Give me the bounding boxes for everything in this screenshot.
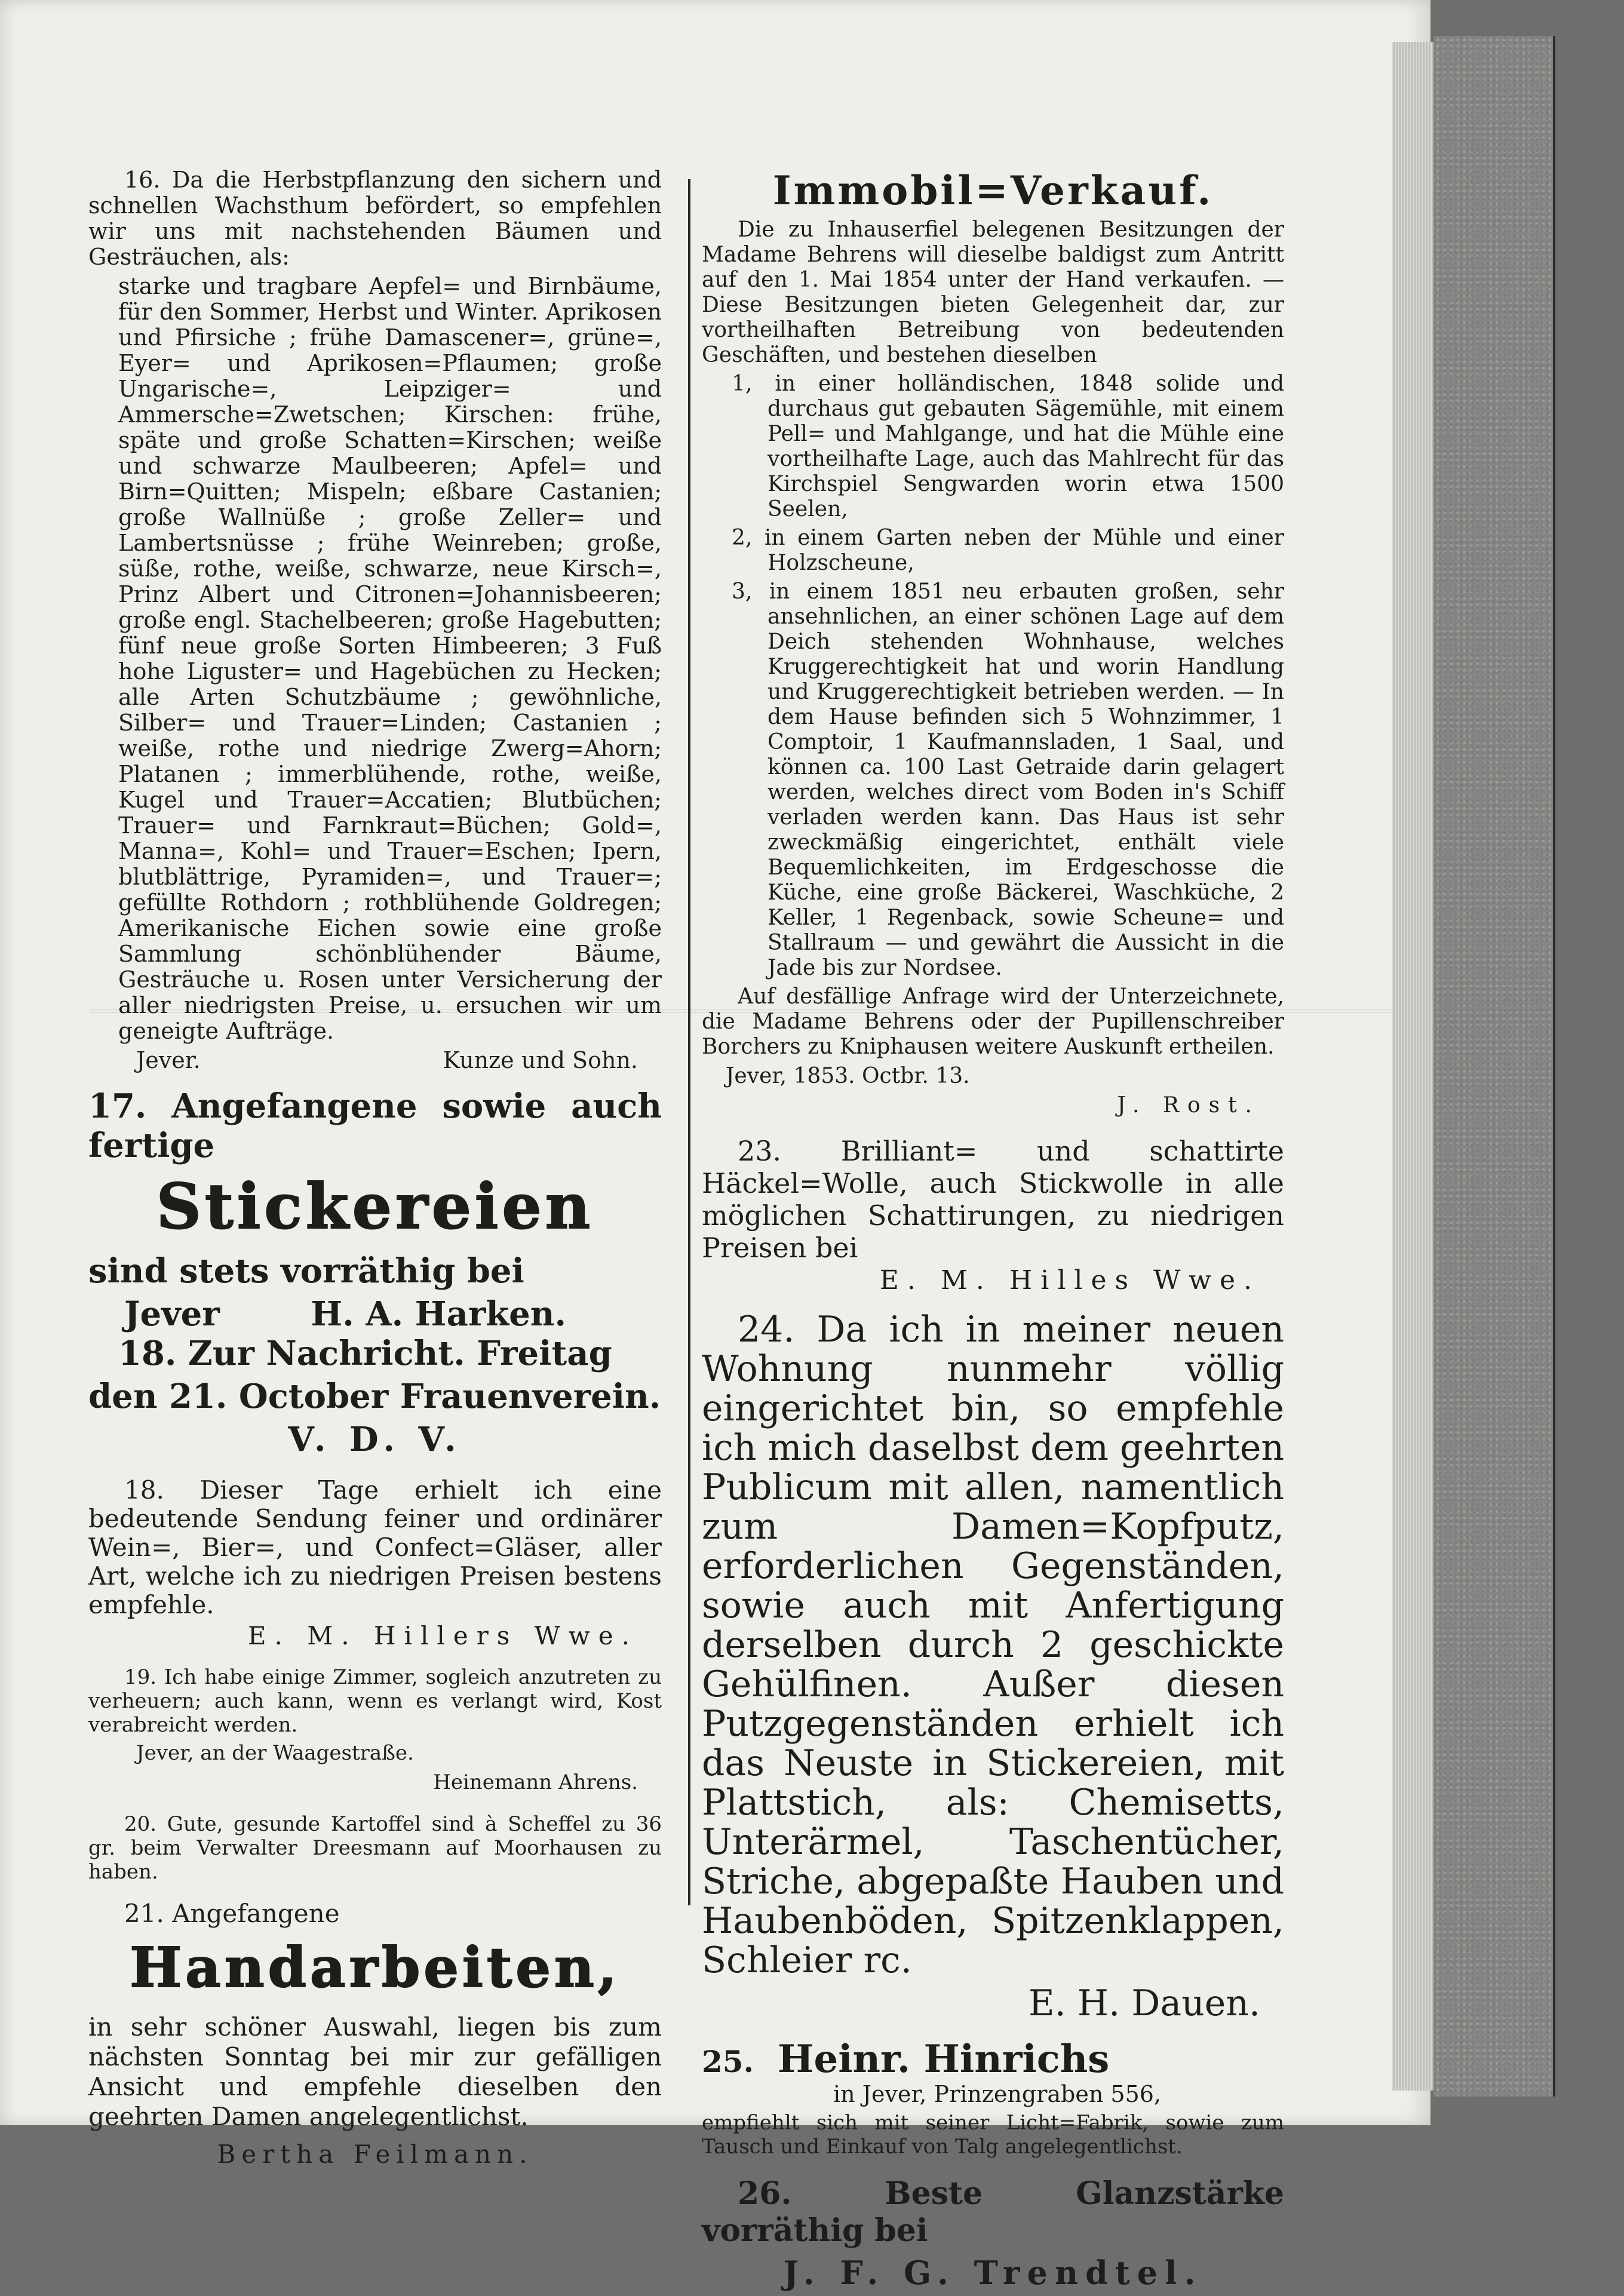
ad-22-closing: Auf desfällige Anfrage wird der Unterzeichnete, die Madame Behrens oder der Pupillenschreiber Borchers zu Kniphausen weitere Auskunft ertheilen.: [702, 984, 1284, 1059]
ad-22-title: Immobil=Verkauf.: [772, 167, 1214, 214]
ad-25-number: 25.: [702, 2044, 754, 2079]
ad-22-intro: Die zu Inhauserfiel belegenen Besitzungen der Madame Behrens will dieselbe baldigst zum Antritt auf den 1. Mai 1854 unter der Hand verkaufen. — Diese Besitzungen bieten Gelegenheit dar, zur vortheilhaften Betreibung von bedeutenden Geschäften, und bestehen dieselben: [702, 217, 1284, 367]
ad-26-signer: J. F. G. Trendtel.: [783, 2254, 1203, 2292]
ad-16-body: starke und tragbare Aepfel= und Birnbäume, für den Sommer, Herbst und Winter. Aprikosen und Pfirsiche ; frühe Damascener=, grüne=, Eyer= und Aprikosen=Pflaumen; große Ungarische=, Leipziger= und Ammersche=Zwetschen; Kirschen: frühe, späte und große Schatten=Kirschen; weiße und schwarze Maulbeeren; Apfel= und Birn=Quitten; Mispeln; eßbare Castanien; große Wallnüße ; große Zeller= und Lambertsnüsse ; frühe Weinreben; große, süße, rothe, weiße, schwarze, neue Kirsch=, Prinz Albert und Citronen=Johannisbeeren; große engl. Stachelbeeren; große Hagebutten; fünf neue große Sorten Himbeeren; 3 Fuß hohe Liguster= und Hagebüchen zu Hecken; alle Arten Schutzbäume ; gewöhnliche, Silber= und Trauer=Linden; Castanien ; weiße, rothe und niedrige Zwerg=Ahorn; Platanen ; immerblühende, rothe, weiße, Kugel und Trauer=Accatien; Blutbüchen; Trauer= und Farnkraut=Büchen; Gold=, Manna=, Kohl= und Trauer=Eschen; Ipern, blutblättrige, Pyramiden=, und Trauer=; gefüllte Rothdorn ; rothblühende Goldregen; Amerikanische Eichen sowie eine große Sammlung schönblühender Bäume, Gesträuche u. Rosen unter Versicherung der aller niedrigsten Preise, u. ersuchen wir um geneigte Aufträge.: [118, 273, 662, 1044]
ad-25-text: empfiehlt sich mit seiner Licht=Fabrik, sowie zum Tausch und Einkauf von Talg angelegentlichst.: [702, 2111, 1284, 2159]
column-divider: [688, 179, 690, 1905]
ad-16: [88, 167, 662, 1073]
ad-21-signer: Bertha Feilmann.: [217, 2140, 533, 2169]
ad-21-body: in sehr schöner Auswahl, liegen bis zum nächsten Sonntag bei mir zur gefälligen Ansicht und empfehle dieselben den geehrten Damen angelegentlichst.: [88, 2012, 662, 2131]
ad-18-notice: [88, 1334, 662, 1459]
ad-20-text: 20. Gute, gesunde Kartoffel sind à Scheffel zu 36 gr. beim Verwalter Dreesmann auf Moorhausen zu haben.: [88, 1812, 662, 1884]
ad-25-name: Heinr. Hinrichs: [778, 2037, 1110, 2082]
ad-26-text: 26. Beste Glanzstärke vorräthig bei: [702, 2175, 1284, 2249]
ad-21: [88, 1901, 662, 2167]
ad-21-headline: Handarbeiten,: [130, 1935, 621, 2000]
ad-23: [702, 1135, 1284, 1296]
ad-17-place: Jever: [124, 1294, 220, 1334]
ad-16-signer: Kunze und Sohn.: [443, 1047, 638, 1073]
book-cover-edge: [1433, 36, 1555, 2097]
ad-17-lead: 17. Angefangene sowie auch fertige: [88, 1086, 662, 1165]
right-column: [702, 167, 1284, 2296]
ad-19-text: 19. Ich habe einige Zimmer, sogleich anzutreten zu verheuern; auch kann, wenn es verlangt wird, Kost verabreicht werden.: [88, 1665, 662, 1737]
ad-25: [702, 2037, 1284, 2159]
ad-18-notice-line1: 18. Zur Nachricht. Freitag: [118, 1334, 612, 1373]
ad-24: [702, 1310, 1284, 2023]
ad-16-place: Jever.: [136, 1047, 201, 1073]
ad-17: [88, 1086, 662, 1334]
ad-18-glass-signer: E. M. Hillers Wwe.: [247, 1621, 638, 1650]
ad-24-signer: E. H. Dauen.: [1028, 1982, 1260, 2024]
left-column: [88, 167, 662, 2171]
ad-17-signer: H. A. Harken.: [311, 1294, 566, 1334]
ad-18-glass-text: 18. Dieser Tage erhielt ich eine bedeutende Sendung feiner und ordinärer Wein=, Bier=, und Confect=Gläser, aller Art, welche ich zu niedrigen Preisen bestens empfehle.: [88, 1475, 662, 1619]
ad-18-glass: [88, 1476, 662, 1649]
ad-16-lead: 16. Da die Herbstpflanzung den sichern und schnellen Wachsthum befördert, so empfehlen wir uns mit nachstehenden Bäumen und Gesträuchen, als:: [88, 167, 662, 270]
ad-22-item-1: 1, in einer holländischen, 1848 solide und durchaus gut gebauten Sägemühle, mit einem Pell= und Mahlgange, und hat die Mühle eine vortheilhafte Lage, auch das Mahlrecht für das Kirchspiel Sengwarden worin etwa 1500 Seelen,: [732, 372, 1284, 521]
ad-20: [88, 1812, 662, 1884]
ad-21-lead: 21. Angefangene: [124, 1899, 340, 1928]
ad-23-text: 23. Brilliant= und schattirte Häckel=Wolle, auch Stickwolle in alle möglichen Schattirungen, zu niedrigen Preisen bei: [702, 1135, 1284, 1264]
ad-17-tail: sind stets vorräthig bei: [88, 1251, 524, 1291]
ad-22-date: Jever, 1853. Octbr. 13.: [726, 1064, 970, 1088]
ad-25-address: in Jever, Prinzengraben 556,: [833, 2081, 1161, 2107]
ad-19-signer: Heinemann Ahrens.: [433, 1770, 638, 1794]
ad-19-place: Jever, an der Waagestraße.: [136, 1741, 414, 1765]
ad-22-item-2: 2, in einem Garten neben der Mühle und einer Holzscheune,: [732, 526, 1284, 575]
page-edges: [1392, 42, 1435, 2091]
ad-22-real-estate: [702, 167, 1284, 1118]
ad-23-signer: E. M. Hilles Wwe.: [879, 1265, 1260, 1296]
ad-22-item-3: 3, in einem 1851 neu erbauten großen, sehr ansehnlichen, an einer schönen Lage auf dem Deich stehenden Wohnhause, welches Kruggerechtigkeit hat und worin Handlung und Kruggerechtigkeit betrieben werden. — In dem Hause befinden sich 5 Wohnzimmer, 1 Comptoir, 1 Kaufmannsladen, 1 Saal, und können ca. 100 Last Getraide darin gelagert werden, welches direct vom Boden in's Schiff verladen werden kann. Das Haus ist sehr zweckmäßig eingerichtet, enthält viele Bequemlichkeiten, im Erdgeschosse die Küche, eine große Bäckerei, Waschküche, 2 Keller, 1 Regenback, sowie Scheune= und Stallraum — und gewährt die Aussicht in die Jade bis zur Nordsee.: [732, 579, 1284, 980]
ad-26: [702, 2175, 1284, 2292]
ad-17-headline: Stickereien: [156, 1170, 594, 1243]
ad-18-notice-line2: den 21. October Frauenverein.: [88, 1377, 661, 1416]
ad-24-text: 24. Da ich in meiner neuen Wohnung nunmehr völlig eingerichtet bin, so empfehle ich mich daselbst dem geehrten Publicum mit allen, namentlich zum Damen=Kopfputz, erforderlichen Gegenständen, sowie auch mit Anfertigung derselben durch 2 geschickte Gehülfinen. Außer diesen Putzgegenständen erhielt ich das Neuste in Stickereien, mit Plattstich, als: Chemisetts, Unterärmel, Taschentücher, Striche, abgepaßte Hauben und Haubenböden, Spitzenklappen, Schleier rc.: [702, 1309, 1284, 1981]
ad-19: [88, 1665, 662, 1795]
ad-22-signer: J. Rost.: [1117, 1093, 1260, 1118]
ad-18-notice-signer: V. D. V.: [288, 1420, 462, 1459]
